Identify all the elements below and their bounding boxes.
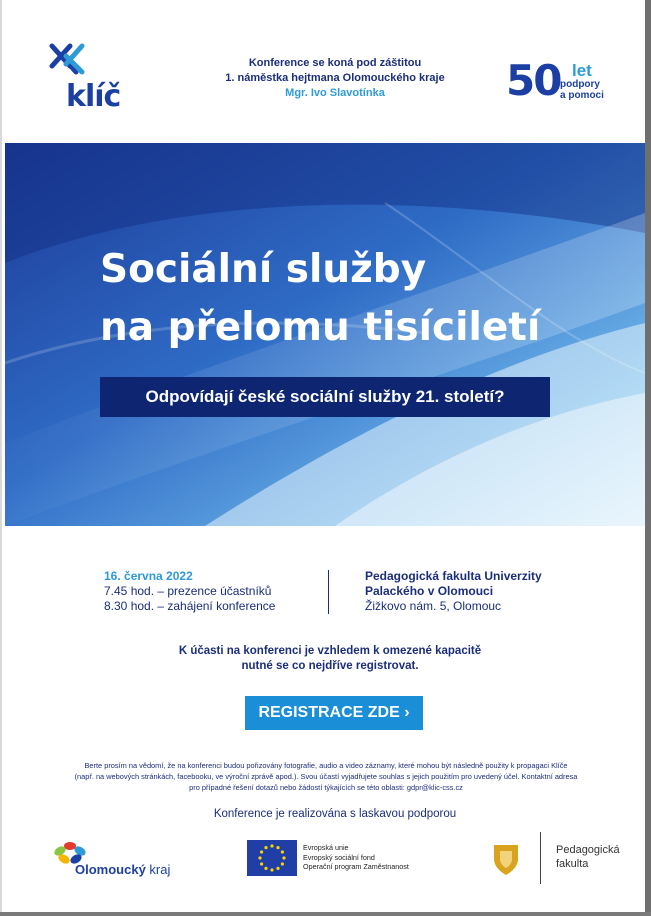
eu-flag-icon	[247, 840, 297, 876]
page-title	[100, 241, 540, 357]
pf-line-2: fakulta	[556, 858, 589, 870]
support-text: Konference je realizována s laskavou podporou	[213, 808, 457, 820]
eu-line-2: Evropský sociální fond	[303, 852, 375, 862]
olomoucky-kraj-logo	[50, 838, 190, 882]
subtitle-box: Odpovídají české sociální služby 21. století?	[100, 377, 550, 417]
venue-name-1: Pedagogická fakulta Univerzity	[365, 569, 542, 583]
title-line-2: na přelomu tisíciletí	[100, 305, 541, 350]
gdpr-line-3: pro případné řešení dotazů nebo žádostí týkajících se této oblasti: gdpr@klic-css.cz	[189, 783, 463, 792]
eu-text	[303, 843, 409, 872]
patronage-line-1: Konference se koná pod záštitou	[248, 57, 422, 69]
event-date: 16. června 2022	[104, 569, 193, 583]
olomoucky-light: kraj	[145, 862, 171, 877]
patronage-line-2: 1. náměstka hejtmana Olomouckého kraje	[225, 72, 445, 84]
schedule-item-opening: 8.30 hod. – zahájení konference	[104, 599, 276, 613]
page-left-edge	[0, 0, 2, 916]
patronage-info	[170, 56, 500, 101]
patron-name: Mgr. Ivo Slavotínka	[285, 87, 385, 99]
venue-name-2: Palackého v Olomouci	[365, 584, 494, 598]
notice-line-2: nutné se co nejdříve registrovat.	[241, 660, 419, 672]
gdpr-notice	[40, 760, 612, 793]
schedule-item-registration: 7.45 hod. – prezence účastníků	[104, 584, 272, 598]
pf-line-1: Pedagogická	[556, 844, 620, 856]
event-venue	[365, 569, 542, 614]
anniversary-number: 50	[506, 56, 561, 105]
anniversary-tagline-2: a pomoci	[560, 90, 604, 101]
anniversary-tagline-1: podpory	[560, 79, 600, 90]
olomoucky-kraj-text	[75, 862, 170, 877]
anniversary-let: let	[572, 61, 592, 80]
event-divider	[328, 570, 329, 614]
olomoucky-bold: Olomoucký	[75, 862, 146, 877]
event-schedule	[104, 569, 275, 614]
anniversary-logo-icon	[506, 58, 616, 110]
notice-line-1: K účasti na konferenci je vzhledem k omezené kapacitě	[178, 645, 482, 657]
gdpr-line-1: Berte prosím na vědomí, že na konferenci budou pořizovány fotografie, audio a video záznamy, které mohou být následně použity k propagaci Klíče	[84, 761, 568, 770]
eu-line-1: Evropská unie	[303, 843, 349, 852]
partner-divider	[540, 832, 541, 884]
gdpr-line-2: (např. na webových stránkách, facebooku, ve výroční zprávě apod.). Svou účastí vyjadřujete souhlas s jejich použitím pro uvedený účel. Kontaktní adresa	[74, 772, 578, 781]
title-line-1: Sociální služby	[100, 247, 427, 292]
registration-notice	[140, 644, 520, 674]
page-bottom-edge	[0, 912, 651, 916]
anniversary-tagline	[560, 79, 604, 101]
page-right-edge	[645, 0, 651, 916]
klic-logo-text: klíč	[66, 79, 121, 114]
eu-line-3: Operační program Zaměstnanost	[303, 862, 409, 871]
venue-address: Žižkovo nám. 5, Olomouc	[365, 599, 502, 613]
pedagogicka-fakulta-emblem-icon	[488, 841, 524, 877]
pedagogicka-fakulta-text	[556, 843, 620, 871]
registration-button[interactable]: REGISTRACE ZDE ›	[245, 696, 423, 730]
eu-logo	[247, 840, 447, 876]
